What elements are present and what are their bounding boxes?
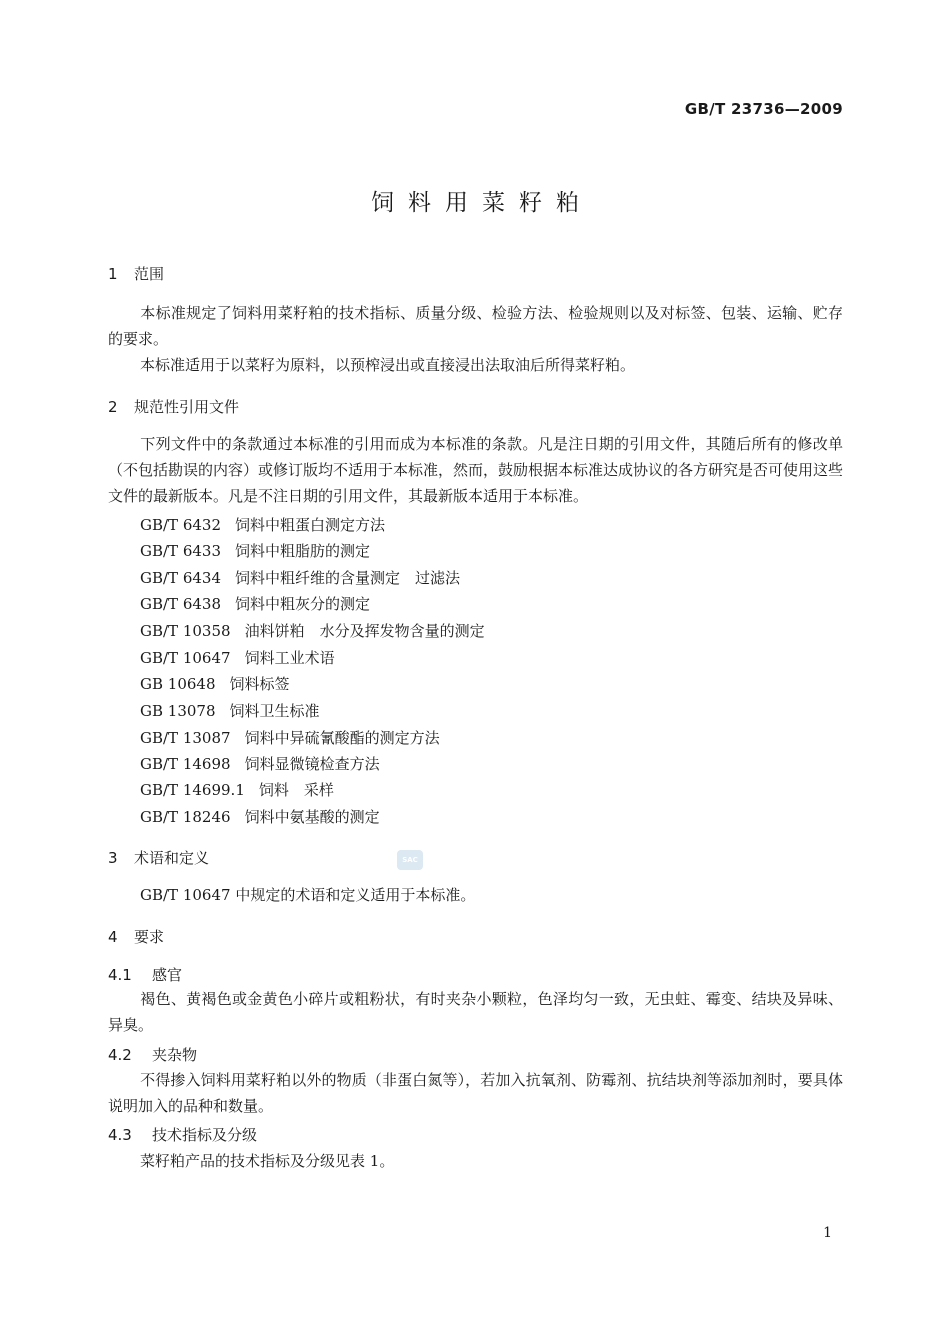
reference-name: 饲料中粗蛋白测定方法 <box>235 516 386 534</box>
reference-name: 饲料 采样 <box>258 781 334 799</box>
page-number: 1 <box>823 1225 832 1241</box>
section-title: 规范性引用文件 <box>134 398 240 416</box>
reference-code: GB/T 14698 <box>140 755 231 773</box>
section-title: 术语和定义 <box>134 849 210 867</box>
paragraph-text: 褐色、黄褐色或金黄色小碎片或粗粉状，有时夹杂小颗粒，色泽均匀一致，无虫蛀、霉变、结块及异味、异臭。 <box>108 990 843 1034</box>
reference-name: 饲料中异硫氰酸酯的测定方法 <box>244 729 440 747</box>
reference-item <box>140 647 335 668</box>
section-3-heading <box>108 847 209 868</box>
paragraph-text: 本标准规定了饲料用菜籽粕的技术指标、质量分级、检验方法、检验规则以及对标签、包装、运输、贮存的要求。 <box>108 304 843 348</box>
section-2-heading <box>108 396 239 417</box>
reference-item <box>140 673 290 694</box>
reference-item <box>140 514 385 535</box>
reference-name: 饲料工业术语 <box>244 649 335 667</box>
reference-item <box>140 593 370 614</box>
reference-code: GB 10648 <box>140 675 216 693</box>
reference-name: 油料饼粕 水分及挥发物含量的测定 <box>244 622 485 640</box>
reference-item <box>140 753 380 774</box>
section-number: 3 <box>108 849 118 867</box>
reference-item <box>140 806 380 827</box>
section-4-1-heading <box>108 964 182 985</box>
paragraph-text: 下列文件中的条款通过本标准的引用而成为本标准的条款。凡是注日期的引用文件，其随后所有的修改单（不包括勘误的内容）或修订版均不适用于本标准，然而，鼓励根据本标准达成协议的各方研究是否可使用这些文件的最新版本。凡是不注日期的引用文件，其最新版本适用于本标准。 <box>108 435 844 505</box>
section-4-1-paragraph <box>108 986 843 1038</box>
section-title: 感官 <box>152 966 183 984</box>
reference-code: GB 13078 <box>140 702 216 720</box>
paragraph-text: 本标准适用于以菜籽为原料，以预榨浸出或直接浸出法取油后所得菜籽粕。 <box>140 356 636 374</box>
reference-code: GB/T 10358 <box>140 622 231 640</box>
reference-name: 饲料卫生标准 <box>229 702 320 720</box>
reference-name: 饲料显微镜检查方法 <box>244 755 380 773</box>
section-title: 范围 <box>134 265 165 283</box>
section-number: 4.3 <box>108 1126 132 1144</box>
section-number: 4.2 <box>108 1046 132 1064</box>
section-number: 1 <box>108 265 118 283</box>
sac-watermark-logo: SAC <box>397 850 423 870</box>
reference-item <box>140 620 485 641</box>
document-title: 饲料用菜籽粕 <box>371 190 593 216</box>
section-1-heading <box>108 263 164 284</box>
reference-code: GB/T 13087 <box>140 729 231 747</box>
reference-item <box>140 727 440 748</box>
reference-code: GB/T 6438 <box>140 595 222 613</box>
reference-item <box>140 567 460 588</box>
paragraph-text: GB/T 10647 中规定的术语和定义适用于本标准。 <box>140 886 476 904</box>
reference-name: 饲料中氨基酸的测定 <box>244 808 380 826</box>
paragraph-text: 不得掺入饲料用菜籽粕以外的物质（非蛋白氮等），若加入抗氧剂、防霉剂、抗结块剂等添加剂时，要具体说明加入的品种和数量。 <box>108 1071 843 1115</box>
reference-name: 饲料中粗脂肪的测定 <box>235 542 371 560</box>
section-title: 技术指标及分级 <box>152 1126 258 1144</box>
reference-code: GB/T 14699.1 <box>140 781 245 799</box>
reference-name: 饲料中粗灰分的测定 <box>235 595 371 613</box>
section-4-2-heading <box>108 1044 197 1065</box>
section-3-paragraph-1 <box>108 882 843 908</box>
reference-name: 饲料中粗纤维的含量测定 过滤法 <box>235 569 461 587</box>
section-4-3-paragraph <box>108 1148 843 1174</box>
section-title: 夹杂物 <box>152 1046 198 1064</box>
section-4-heading <box>108 926 164 947</box>
section-number: 4 <box>108 928 118 946</box>
section-4-3-heading <box>108 1124 257 1145</box>
reference-code: GB/T 6432 <box>140 516 222 534</box>
standard-code: GB/T 23736—2009 <box>684 100 843 118</box>
reference-code: GB/T 6433 <box>140 542 222 560</box>
section-number: 4.1 <box>108 966 132 984</box>
section-4-2-paragraph <box>108 1067 843 1119</box>
section-title: 要求 <box>134 928 165 946</box>
reference-code: GB/T 6434 <box>140 569 222 587</box>
reference-code: GB/T 10647 <box>140 649 231 667</box>
paragraph-text: 菜籽粕产品的技术指标及分级见表 1。 <box>140 1152 395 1170</box>
reference-item <box>140 779 334 800</box>
reference-name: 饲料标签 <box>229 675 290 693</box>
section-2-paragraph-1 <box>108 431 843 509</box>
section-1-paragraph-2 <box>108 352 843 378</box>
reference-code: GB/T 18246 <box>140 808 231 826</box>
section-1-paragraph-1 <box>108 300 843 352</box>
section-number: 2 <box>108 398 118 416</box>
reference-item <box>140 700 320 721</box>
reference-item <box>140 540 370 561</box>
